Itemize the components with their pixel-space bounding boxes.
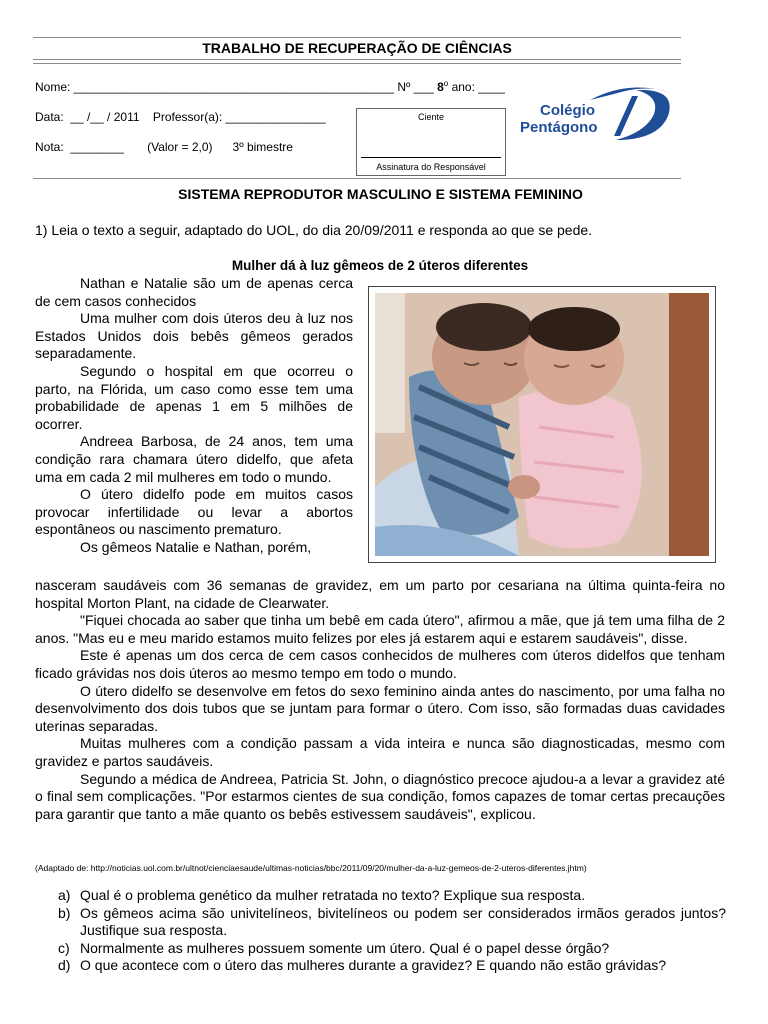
article-paragraph: Nathan e Natalie são um de apenas cerca de cem casos conhecidos	[35, 275, 353, 309]
question-label: a)	[58, 887, 71, 903]
signature-box	[356, 108, 506, 176]
name-field-line	[35, 79, 505, 94]
title-rule-2	[33, 63, 681, 64]
article-title: Mulher dá à luz gêmeos de 2 úteros diferentes	[231, 258, 529, 273]
grade-value-line: Nota: ________ (Valor = 2,0) 3º bimestre	[35, 140, 293, 154]
article-paragraph: Uma mulher com dois úteros deu à luz nos Estados Unidos dois bebês gêmeos gerados separadamente.	[35, 310, 353, 362]
page-title: TRABALHO DE RECUPERAÇÃO DE CIÊNCIAS	[202, 40, 512, 56]
grade-number: 8	[437, 80, 444, 94]
question-1-prompt: 1) Leia o texto a seguir, adaptado do UOL, do dia 20/09/2011 e responda ao que se pede.	[35, 222, 593, 238]
source-citation: (Adaptado de: http://noticias.uol.com.br/ultnot/cienciaesaude/ultimas-noticias/bbc/2011/09/20/mulher-da-a-luz-gemeos-de-2-uteros-diferentes.jhtm)	[35, 863, 587, 873]
question-label: d)	[58, 957, 71, 974]
section-subtitle: SISTEMA REPRODUTOR MASCULINO E SISTEMA FEMININO	[178, 186, 583, 202]
logo-text-line1: Colégio	[540, 102, 595, 119]
header-bottom-rule	[33, 178, 681, 179]
article-paragraph: O útero didelfo se desenvolve em fetos do sexo feminino ainda antes do nascimento, por uma falha no desenvolvimento dos dois tubos que se juntam para formar o útero. Com isso, são formadas duas cavidades uterinas separadas.	[35, 682, 725, 734]
article-paragraph: nasceram saudáveis com 36 semanas de gravidez, em um parto por cesariana na última quinta-feira no hospital Morton Plant, na cidade de Clearwater.	[35, 577, 725, 611]
article-body-full	[35, 577, 725, 823]
article-paragraph: Os gêmeos Natalie e Nathan, porém,	[80, 538, 312, 555]
signature-line	[361, 157, 501, 158]
article-paragraph: Segundo a médica de Andreea, Patricia St. John, o diagnóstico precoce ajudou-a a levar a gravidez até o final sem complicações. "Por estarmos cientes de sua condição, fomos capazes de tomar certas precauções para garantir que tanto a mãe quanto os bebês estivessem saudáveis", explicou.	[35, 770, 725, 822]
question-label: b)	[58, 904, 71, 921]
article-paragraph: "Fiquei chocada ao saber que tinha um bebê em cada útero", afirmou a mãe, que já tem uma filha de 2 anos. "Mas eu e meu marido estamos muito felizes por eles já estarem aqui e estarem saudáveis", disse.	[35, 612, 725, 646]
logo-text-line2: Pentágono	[520, 119, 598, 136]
question-item	[58, 887, 726, 905]
article-paragraph: Muitas mulheres com a condição passam a vida inteira e nunca são diagnosticadas, mesmo com gravidez e partos saudáveis.	[35, 735, 725, 769]
question-item	[58, 905, 726, 940]
question-item	[58, 957, 726, 975]
question-text: O que acontece com o útero das mulheres durante a gravidez? E quando não estão grávidas?	[80, 957, 667, 974]
school-logo	[518, 82, 674, 146]
article-column	[35, 275, 353, 557]
signature-label: Assinatura do Responsável	[376, 162, 486, 172]
date-professor-line: Data: __ /__ / 2011 Professor(a): _______________	[35, 110, 326, 124]
grade-superscript: o	[443, 79, 449, 88]
question-item	[58, 940, 726, 958]
top-rule	[33, 37, 681, 38]
title-rule-1	[33, 59, 681, 60]
article-paragraph: Este é apenas um dos cerca de cem casos conhecidos de mulheres com úteros didelfos que tenham ficado grávidas nos dois úteros ao mesmo tempo em todo o mundo.	[35, 647, 725, 681]
question-text: Qual é o problema genético da mulher retratada no texto? Explique sua resposta.	[80, 887, 586, 903]
article-paragraph: O útero didelfo pode em muitos casos provocar infertilidade ou levar a abortos espontâneos ou nascimento prematuro.	[35, 486, 353, 538]
question-list	[58, 887, 726, 975]
newborn-twins-image	[369, 287, 715, 562]
article-paragraph: Andreea Barbosa, de 24 anos, tem uma condição rara chamara útero didelfo, que afeta uma em cada 2 mil mulheres em todo o mundo.	[35, 433, 353, 485]
question-label: c)	[58, 939, 70, 956]
question-text: Os gêmeos acima são univitelíneos, bivitelíneos ou podem ser considerados irmãos gerados juntos? Justifique sua resposta.	[80, 904, 726, 939]
twins-photo	[368, 286, 716, 563]
ciente-label: Ciente	[417, 112, 444, 122]
question-text: Normalmente as mulheres possuem somente um útero. Qual é o papel desse órgão?	[80, 939, 610, 956]
grade-tail: ano: ____	[448, 80, 505, 94]
name-line-text: Nome: ________________________________________________ Nº ___	[35, 80, 438, 94]
article-paragraph: Segundo o hospital em que ocorreu o parto, na Flórida, um caso como esse tem uma probabilidade de apenas 1 em 5 milhões de ocorrer.	[35, 362, 353, 432]
